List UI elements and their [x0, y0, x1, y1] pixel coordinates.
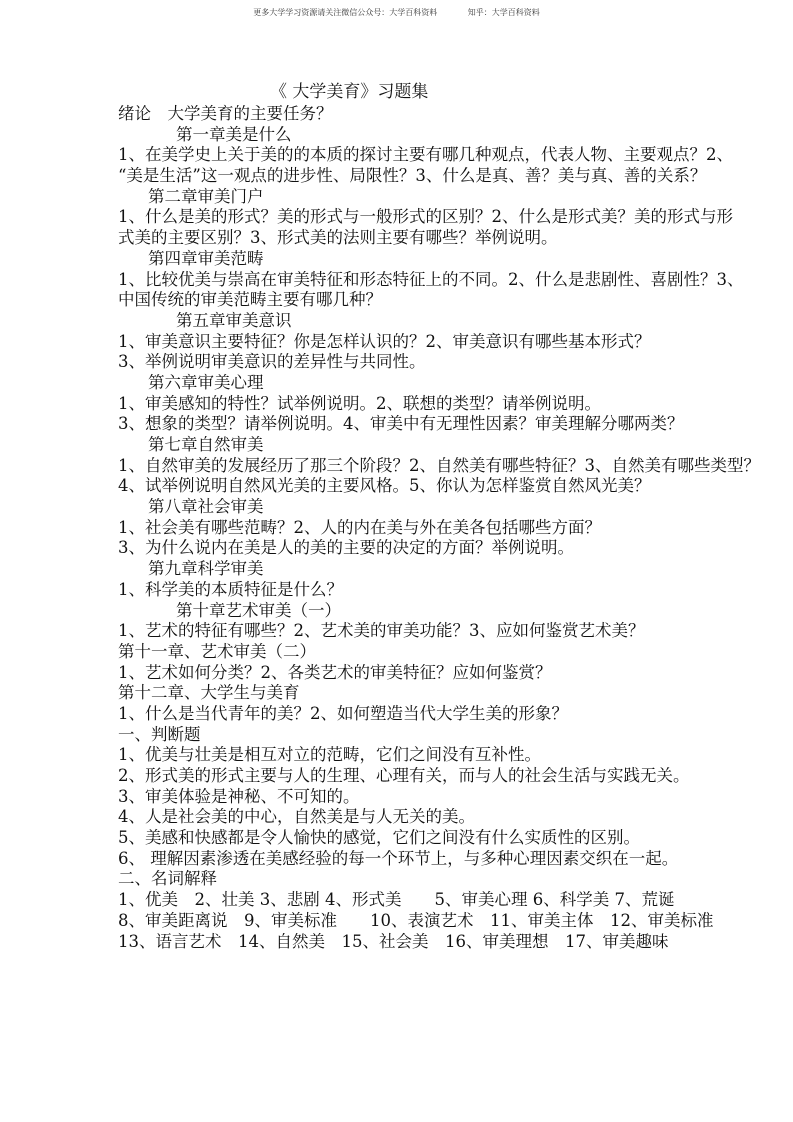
question-line: 1、在美学史上关于美的的本质的探讨主要有哪几种观点，代表人物、主要观点？2、 [118, 145, 733, 165]
question-line: 1、社会美有哪些范畴？2、人的内在美与外在美各包括哪些方面？ [118, 517, 601, 537]
question-line: 3、举例说明审美意识的差异性与共同性。 [118, 352, 426, 372]
section-heading: 一、判断题 [118, 724, 201, 744]
judgement-item: 5、美感和快感都是令人愉快的感觉，它们之间没有什么实质性的区别。 [118, 828, 640, 848]
term-list-line: 8、审美距离说 9、审美标准 10、表演艺术 11、审美主体 12、审美标准 [118, 910, 714, 930]
page-header [0, 7, 793, 18]
question-line: 1、科学美的本质特征是什么？ [118, 579, 343, 599]
header-zhihu-note: 知乎：大学百科资料 [467, 8, 540, 17]
judgement-item: 6、 理解因素渗透在美感经验的每一个环节上，与多种心理因素交织在一起。 [118, 848, 679, 868]
question-line: 1、什么是美的形式？美的形式与一般形式的区别？2、什么是形式美？美的形式与形 [118, 207, 733, 227]
judgement-item: 4、人是社会美的中心，自然美是与人无关的美。 [118, 807, 475, 827]
question-line: 1、艺术如何分类？2、各类艺术的审美特征？应如何鉴赏？ [118, 662, 552, 682]
intro-question: 绪论 大学美育的主要任务？ [118, 104, 333, 123]
question-line: 式美的主要区别？3、形式美的法则主要有哪些？举例说明。 [118, 228, 558, 248]
question-line: 1、艺术的特征有哪些？2、艺术美的审美功能？3、应如何鉴赏艺术美？ [118, 621, 645, 641]
question-line: 1、审美感知的特性？试举例说明。2、联想的类型？请举例说明。 [118, 393, 601, 413]
question-line: 中国传统的审美范畴主要有哪几种？ [118, 290, 382, 310]
chapter-heading: 第十一章、艺术审美（二） [118, 641, 316, 661]
chapter-heading: 第八章社会审美 [148, 497, 264, 517]
chapter-heading: 第十章艺术审美（一） [176, 600, 341, 620]
judgement-item: 2、形式美的形式主要与人的生理、心理有关，而与人的社会生活与实践无关。 [118, 766, 690, 785]
question-line: 3、想象的类型？请举例说明。4、审美中有无理性因素？审美理解分哪两类？ [118, 414, 684, 434]
question-line: 4、试举例说明自然风光美的主要风格。5、你认为怎样鉴赏自然风光美？ [118, 476, 651, 496]
question-line: 1、什么是当代青年的美？2、如何塑造当代大学生美的形象？ [118, 703, 568, 723]
chapter-heading: 第一章美是什么 [176, 124, 292, 144]
judgement-item: 1、优美与壮美是相互对立的范畴，它们之间没有互补性。 [118, 745, 541, 765]
question-line: 1、比较优美与崇高在审美特征和形态特征上的不同。2、什么是悲剧性、喜剧性？3、 [118, 269, 744, 289]
judgement-item: 3、审美体验是神秘、不可知的。 [118, 786, 360, 806]
term-list-line: 1、优美 2、壮美 3、悲剧 4、形式美 5、审美心理 6、科学美 7、荒诞 [118, 890, 675, 910]
question-line: 3、为什么说内在美是人的美的主要的决定的方面？举例说明。 [118, 538, 574, 558]
chapter-heading: 第十二章、大学生与美育 [118, 683, 300, 703]
header-wechat-note: 更多大学学习资源请关注微信公众号：大学百科资料 [253, 8, 438, 17]
question-line: 1、自然审美的发展经历了那三个阶段？2、自然美有哪些特征？3、自然美有哪些类型？ [118, 455, 760, 475]
section-heading: 二、名词解释 [118, 869, 217, 889]
chapter-heading: 第五章审美意识 [176, 310, 292, 330]
document-title: 《 大学美育》习题集 [270, 82, 429, 102]
chapter-heading: 第七章自然审美 [148, 435, 264, 454]
term-list-line: 13、语言艺术 14、自然美 15、社会美 16、审美理想 17、审美趣味 [118, 931, 669, 951]
chapter-heading: 第六章审美心理 [148, 372, 264, 392]
chapter-heading: 第九章科学审美 [148, 559, 264, 579]
chapter-heading: 第四章审美范畴 [148, 248, 264, 268]
document-body [118, 82, 760, 952]
chapter-heading: 第二章审美门户 [148, 186, 264, 206]
question-line: 1、审美意识主要特征？你是怎样认识的？2、审美意识有哪些基本形式？ [118, 331, 651, 351]
question-line: “美是生活”这一观点的进步性、局限性？3、什么是真、善？美与真、善的关系？ [118, 166, 707, 186]
